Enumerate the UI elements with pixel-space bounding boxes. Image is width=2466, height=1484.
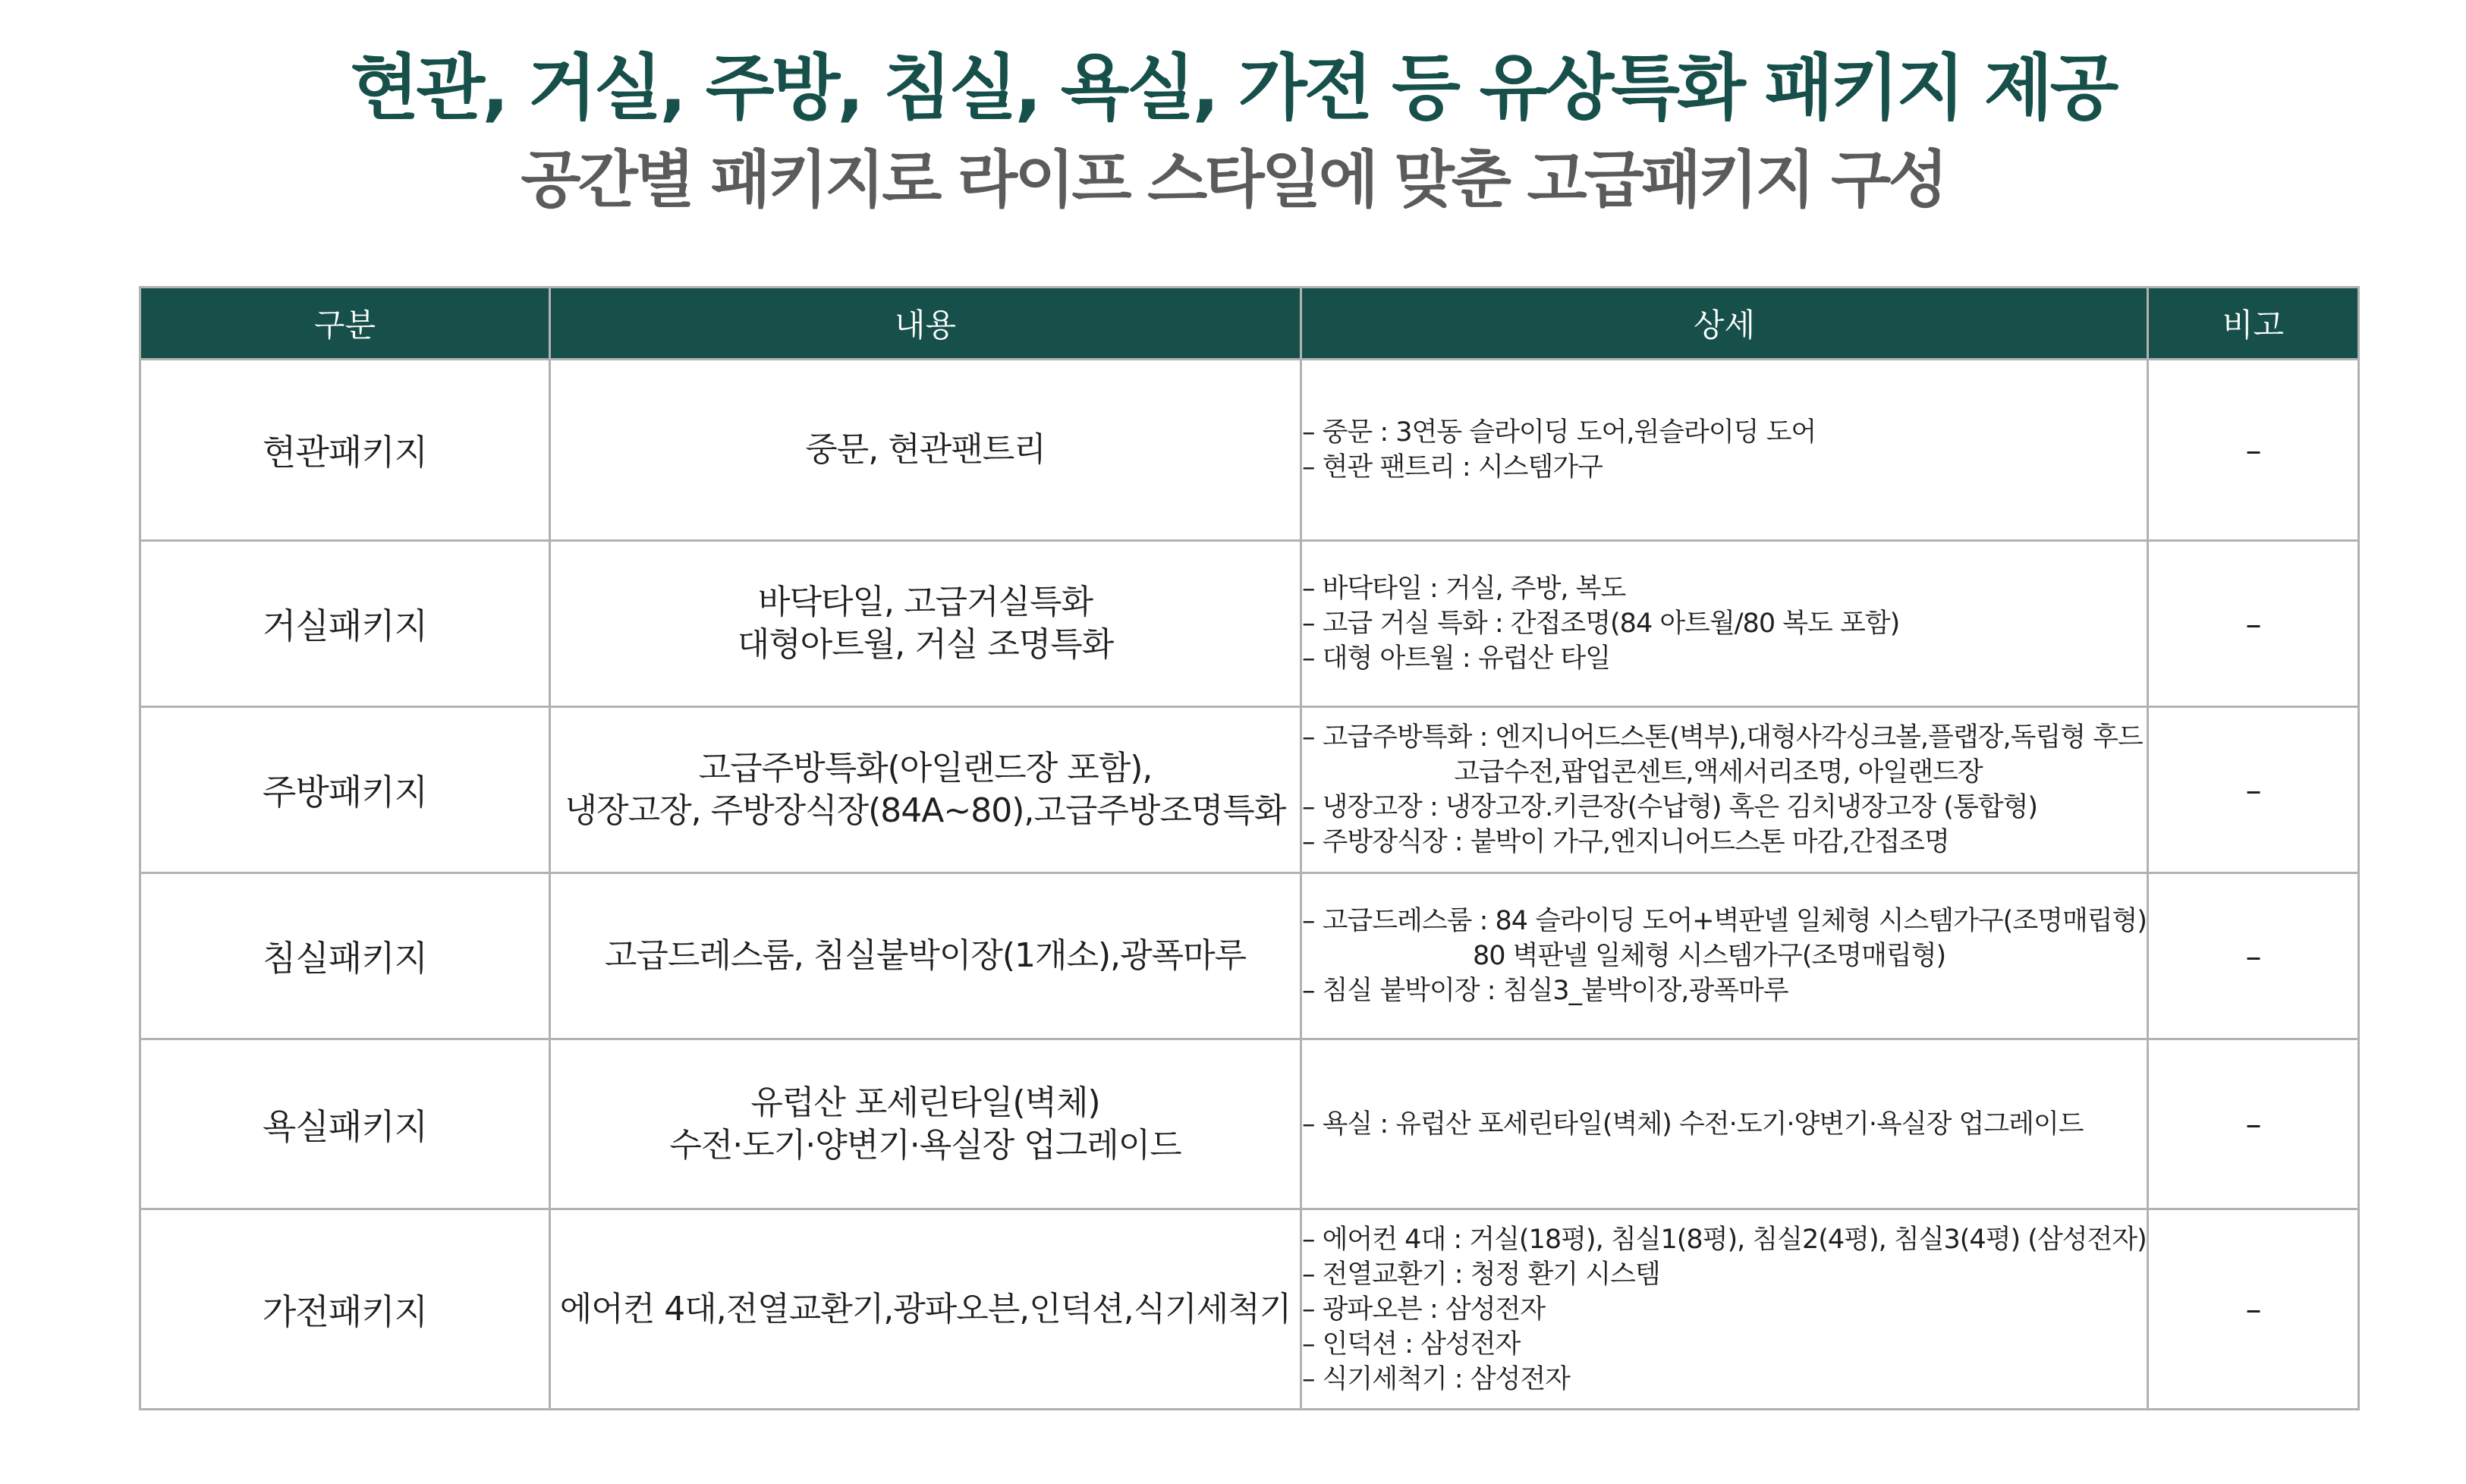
detail-line: 고급수전,팝업콘센트,액세서리조명, 아일랜드장	[1454, 757, 1983, 788]
row-category: 가전패키지	[140, 1209, 550, 1410]
table-row	[140, 1209, 2359, 1410]
row-category: 욕실패키지	[140, 1039, 550, 1209]
content-line: 냉장고장, 주방장식장(84A~80),고급주방조명특화	[565, 791, 1286, 830]
header-note: 비고	[2148, 288, 2359, 360]
row-category: 주방패키지	[140, 707, 550, 873]
row-note: –	[2148, 1039, 2359, 1209]
header-category: 구분	[140, 288, 550, 360]
content-line: 수전·도기·양변기·욕실장 업그레이드	[669, 1125, 1181, 1165]
row-note: –	[2148, 707, 2359, 873]
detail-line: – 고급 거실 특화 : 간접조명(84 아트월/80 복도 포함)	[1302, 608, 1900, 639]
detail-line: – 욕실 : 유럽산 포세린타일(벽체) 수전·도기·양변기·욕실장 업그레이드	[1302, 1108, 2084, 1140]
row-content	[550, 1209, 1301, 1410]
row-detail	[1301, 1039, 2148, 1209]
table-row	[140, 541, 2359, 707]
row-detail	[1301, 360, 2148, 541]
row-content	[550, 873, 1301, 1039]
detail-line: – 주방장식장 : 붙박이 가구,엔지니어드스톤 마감,간접조명	[1302, 827, 1949, 857]
row-content	[550, 541, 1301, 707]
table-row	[140, 1039, 2359, 1209]
row-category: 거실패키지	[140, 541, 550, 707]
header-content: 내용	[550, 288, 1301, 360]
row-detail	[1301, 1209, 2148, 1410]
row-note: –	[2148, 1209, 2359, 1410]
page-title: 현관, 거실, 주방, 침실, 욕실, 가전 등 유상특화 패키지 제공	[350, 47, 2116, 130]
detail-line: – 고급드레스룸 : 84 슬라이딩 도어+벽판넬 일체형 시스템가구(조명매립형)	[1302, 906, 2147, 936]
row-detail	[1301, 541, 2148, 707]
content-line: 중문, 현관팬트리	[805, 430, 1046, 469]
table-row	[140, 360, 2359, 541]
detail-line: 80 벽판넬 일체형 시스템가구(조명매립형)	[1473, 941, 1946, 971]
content-line: 바닥타일, 고급거실특화	[757, 583, 1093, 621]
package-table	[139, 286, 2360, 1410]
content-line: 대형아트월, 거실 조명특화	[737, 625, 1114, 664]
detail-line: – 바닥타일 : 거실, 주방, 복도	[1302, 574, 1626, 604]
detail-line: – 에어컨 4대 : 거실(18평), 침실1(8평), 침실2(4평), 침실3(4평) (삼성전자)	[1302, 1224, 2147, 1255]
detail-line: – 냉장고장 : 냉장고장.키큰장(수납형) 혹은 김치냉장고장 (통합형)	[1302, 792, 2038, 822]
detail-line: – 광파오븐 : 삼성전자	[1302, 1294, 1546, 1325]
row-content	[550, 1039, 1301, 1209]
detail-line: – 인덕션 : 삼성전자	[1302, 1328, 1521, 1360]
detail-line: – 전열교환기 : 청정 환기 시스템	[1302, 1259, 1660, 1290]
detail-line: – 고급주방특화 : 엔지니어드스톤(벽부),대형사각싱크볼,플랩장,독립형 후드	[1302, 722, 2143, 753]
header-detail: 상세	[1301, 288, 2148, 360]
detail-line: – 대형 아트월 : 유럽산 타일	[1302, 643, 1611, 674]
detail-line: – 식기세척기 : 삼성전자	[1302, 1363, 1570, 1394]
row-category: 현관패키지	[140, 360, 550, 541]
row-category: 침실패키지	[140, 873, 550, 1039]
table-row	[140, 873, 2359, 1039]
table-header-row	[140, 288, 2359, 360]
content-line: 유럽산 포세린타일(벽체)	[750, 1083, 1100, 1122]
row-content	[550, 707, 1301, 873]
content-line: 에어컨 4대,전열교환기,광파오븐,인덕션,식기세척기	[559, 1289, 1291, 1328]
row-detail	[1301, 873, 2148, 1039]
content-line: 고급드레스룸, 침실붙박이장(1개소),광폭마루	[604, 936, 1247, 975]
row-note: –	[2148, 873, 2359, 1039]
detail-line: – 침실 붙박이장 : 침실3_붙박이장,광폭마루	[1302, 976, 1788, 1006]
table-row	[140, 707, 2359, 873]
row-note: –	[2148, 360, 2359, 541]
detail-line: – 중문 : 3연동 슬라이딩 도어,원슬라이딩 도어	[1302, 417, 1816, 448]
detail-line: – 현관 팬트리 : 시스템가구	[1302, 452, 1603, 483]
row-note: –	[2148, 541, 2359, 707]
row-content	[550, 360, 1301, 541]
row-detail	[1301, 707, 2148, 873]
content-line: 고급주방특화(아일랜드장 포함),	[698, 749, 1153, 788]
page-subtitle: 공간별 패키지로 라이프 스타일에 맞춘 고급패키지 구성	[521, 144, 1945, 216]
